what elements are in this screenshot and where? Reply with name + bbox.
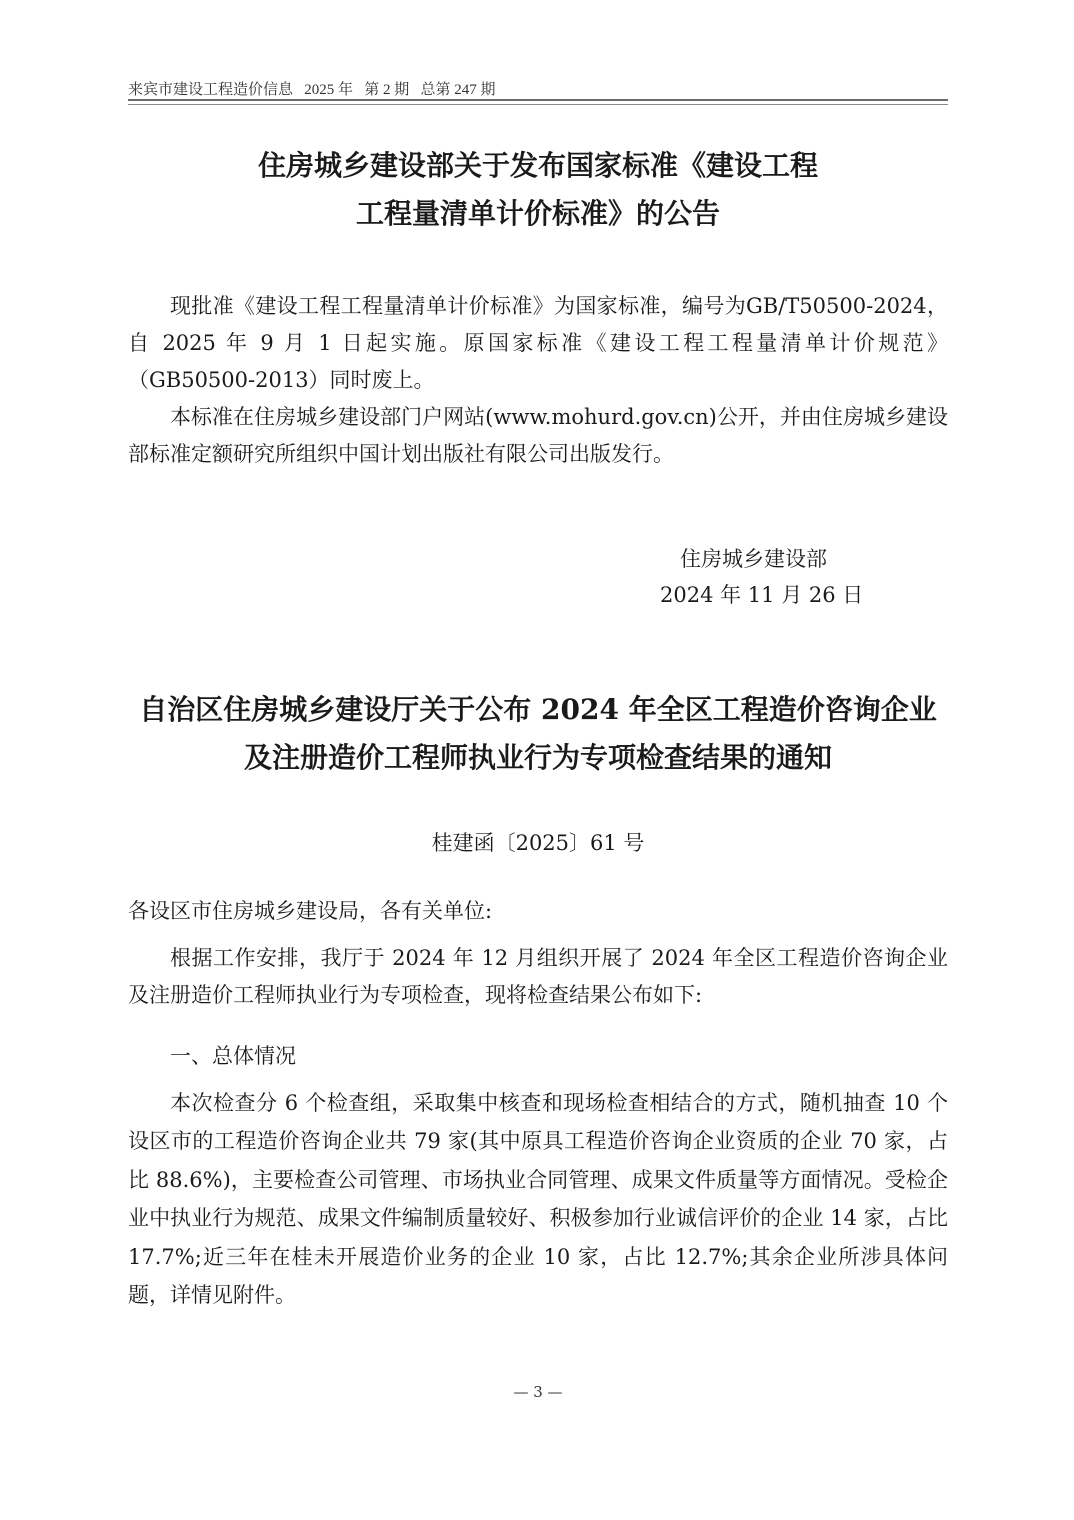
running-header: 来宾市建设工程造价信息 2025 年 第 2 期 总第 247 期 xyxy=(128,82,496,98)
notice-title-line2: 及注册造价工程师执业行为专项检查结果的通知 xyxy=(243,741,832,774)
announcement-paragraph-1: 现批准《建设工程工程量清单计价标准》为国家标准，编号为GB/T50500-2024，自 2025 年 9 月 1 日起实施。原国家标准《建设工程工程量清单计价规范》（GB50500-2013）同时废上。 xyxy=(128,294,948,392)
document-number: 桂建函〔2025〕61 号 xyxy=(431,831,645,855)
header-rule-thick xyxy=(128,99,948,101)
announcement-title xyxy=(128,142,948,238)
signature-date: 2024 年 11 月 26 日 xyxy=(660,583,864,607)
notice-paragraph-2: 本次检查分 6 个检查组，采取集中核查和现场检查相结合的方式，随机抽查 10 个设区市的工程造价咨询企业共 79 家(其中原具工程造价咨询企业资质的企业 70 家，占比 88.6%)，主要检查公司管理、市场执业合同管理、成果文件质量等方面情况。受检企业中执业行为规范、成果文件编制质量较好、积极参加行业诚信评价的企业 14 家，占比 17.7%;近三年在桂未开展造价业务的企业 10 家，占比 12.7%;其余企业所涉具体问题，详情见附件。 xyxy=(128,1091,948,1308)
announcement-title-line2: 工程量清单计价标准》的公告 xyxy=(355,197,720,230)
notice-title xyxy=(128,686,948,782)
header-rule-thin xyxy=(128,104,948,105)
page-number: — 3 — xyxy=(513,1383,563,1401)
section-heading-overall: 一、总体情况 xyxy=(170,1044,296,1068)
notice-paragraph-1: 根据工作安排，我厅于 2024 年 12 月组织开展了 2024 年全区工程造价咨询企业及注册造价工程师执业行为专项检查，现将检查结果公布如下: xyxy=(128,946,948,1007)
announcement-title-line1: 住房城乡建设部关于发布国家标准《建设工程 xyxy=(257,149,818,182)
notice-title-line1: 自治区住房城乡建设厅关于公布 2024 年全区工程造价咨询企业 xyxy=(139,693,937,726)
signature-organization: 住房城乡建设部 xyxy=(680,547,827,571)
announcement-paragraph-2: 本标准在住房城乡建设部门户网站(www.mohurd.gov.cn)公开，并由住房城乡建设部标准定额研究所组织中国计划出版社有限公司出版发行。 xyxy=(128,405,948,466)
addressee: 各设区市住房城乡建设局，各有关单位: xyxy=(128,899,493,923)
